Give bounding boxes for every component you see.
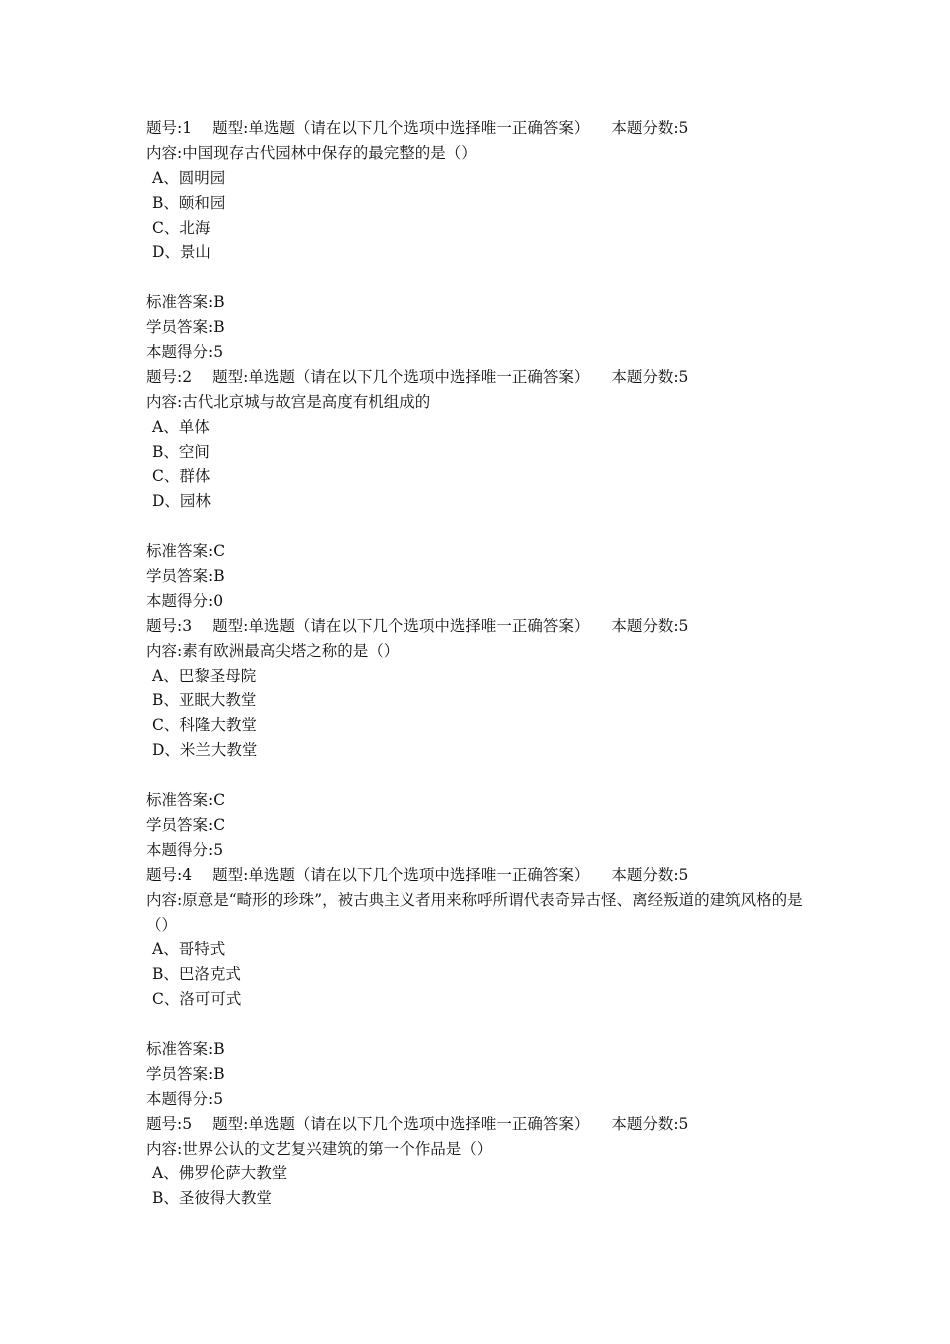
option-c: C、科隆大教堂 [152,716,257,735]
standard-answer: 标准答案:C [146,791,226,810]
question-block [146,116,826,365]
option-d: D、景山 [152,243,211,262]
question-header [146,116,826,141]
question-block [146,1112,826,1212]
standard-answer: 标准答案:B [146,293,225,312]
question-header [146,863,826,888]
question-type: 题型:单选题（请在以下几个选项中选择唯一正确答案） [212,1114,590,1133]
question-number: 题号:5 [146,1114,193,1133]
question-score: 本题分数:5 [611,1114,689,1133]
question-content: 内容:素有欧洲最高尖塔之称的是（） [146,641,400,660]
blank-line [146,514,826,539]
question-number: 题号:1 [146,119,193,137]
earned-score: 本题得分:0 [146,591,224,610]
student-answer: 学员答案:B [146,1064,225,1083]
option-a: A、单体 [152,417,210,436]
question-type: 题型:单选题（请在以下几个选项中选择唯一正确答案） [212,616,590,635]
option-b: B、亚眠大教堂 [152,691,257,710]
question-number: 题号:4 [146,865,193,884]
option-b: B、空间 [152,442,210,461]
option-a: A、圆明园 [152,168,226,187]
question-score: 本题分数:5 [611,119,689,137]
question-content: 内容:世界公认的文艺复兴建筑的第一个作品是（） [146,1139,493,1158]
option-a: A、哥特式 [152,940,226,959]
exam-document [146,116,826,1211]
option-a: A、巴黎圣母院 [152,666,257,685]
option-c: C、群体 [152,467,211,486]
question-header [146,1112,826,1137]
earned-score: 本题得分:5 [146,343,224,362]
option-c: C、北海 [152,218,211,237]
option-d: D、园林 [152,492,211,511]
question-header [146,614,826,639]
question-score: 本题分数:5 [611,616,689,635]
earned-score: 本题得分:5 [146,1089,224,1108]
question-block [146,863,826,1112]
student-answer: 学员答案:B [146,318,225,337]
question-header [146,365,826,390]
blank-line [146,265,826,290]
option-c: C、洛可可式 [152,990,242,1009]
standard-answer: 标准答案:C [146,542,226,561]
question-type: 题型:单选题（请在以下几个选项中选择唯一正确答案） [212,367,590,386]
question-number: 题号:3 [146,616,193,635]
option-b: B、巴洛克式 [152,965,241,984]
question-content: 内容:中国现存古代园林中保存的最完整的是（） [146,143,477,162]
option-a: A、佛罗伦萨大教堂 [152,1164,288,1183]
option-d: D、米兰大教堂 [152,741,258,760]
option-b: B、颐和园 [152,193,226,212]
blank-line [146,763,826,788]
blank-line [146,1012,826,1037]
student-answer: 学员答案:B [146,567,225,586]
question-type: 题型:单选题（请在以下几个选项中选择唯一正确答案） [212,119,590,137]
question-content: 内容:原意是“畸形的珍珠”，被古典主义者用来称呼所谓代表奇异古怪、离经叛道的建筑风格的是（） [146,890,803,934]
question-type: 题型:单选题（请在以下几个选项中选择唯一正确答案） [212,865,590,884]
earned-score: 本题得分:5 [146,840,224,859]
option-b: B、圣彼得大教堂 [152,1189,272,1208]
question-content: 内容:古代北京城与故宫是高度有机组成的 [146,392,431,411]
question-score: 本题分数:5 [611,865,689,884]
question-number: 题号:2 [146,367,193,386]
question-score: 本题分数:5 [611,367,689,386]
question-block [146,614,826,863]
standard-answer: 标准答案:B [146,1039,225,1058]
question-block [146,365,826,614]
student-answer: 学员答案:C [146,815,226,834]
